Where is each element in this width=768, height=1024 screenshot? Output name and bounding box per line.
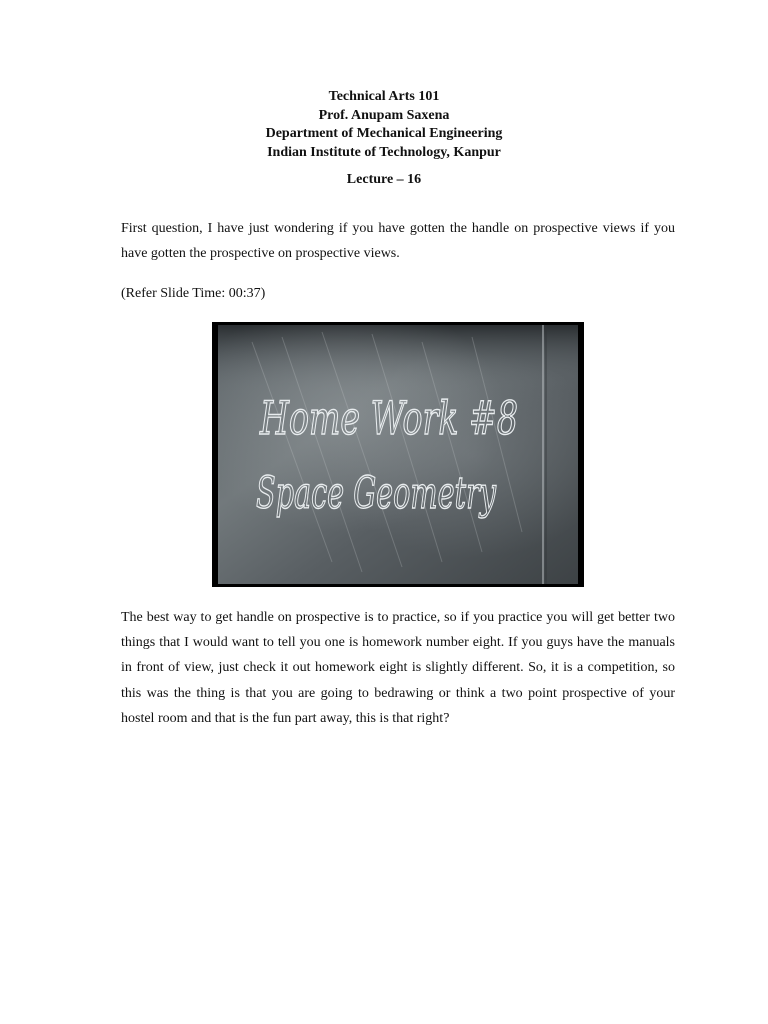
professor-name: Prof. Anupam Saxena [318, 107, 450, 123]
chalk-text-line2: Space Geometry [256, 468, 497, 519]
lecture-number: Lecture – 16 [346, 172, 422, 187]
slide-time-reference: (Refer Slide Time: 00:37) [121, 286, 266, 301]
document-header [0, 88, 768, 162]
chalk-text-line1: Home Work #8 [259, 391, 518, 445]
department-name: Department of Mechanical Engineering [265, 126, 503, 141]
chalkboard-image [212, 322, 584, 587]
main-paragraph: The best way to get handle on prospective is to practice, so if you practice you will get better two things that I would want to tell you one is homework number eight. If you guys have the manuals in front of view, just check it out homework eight is slightly different. So, it is a competition, so this was the thing is that you are going to bedrawing or think a two point prospective of your hostel room and that is the fun part away, this is that right? [121, 610, 675, 726]
institute-name: Indian Institute of Technology, Kanpur [267, 144, 501, 160]
course-title: Technical Arts 101 [328, 89, 440, 104]
intro-paragraph: First question, I have just wondering if you have gotten the handle on prospective views if you have gotten the prospective on prospective views. [121, 221, 675, 262]
